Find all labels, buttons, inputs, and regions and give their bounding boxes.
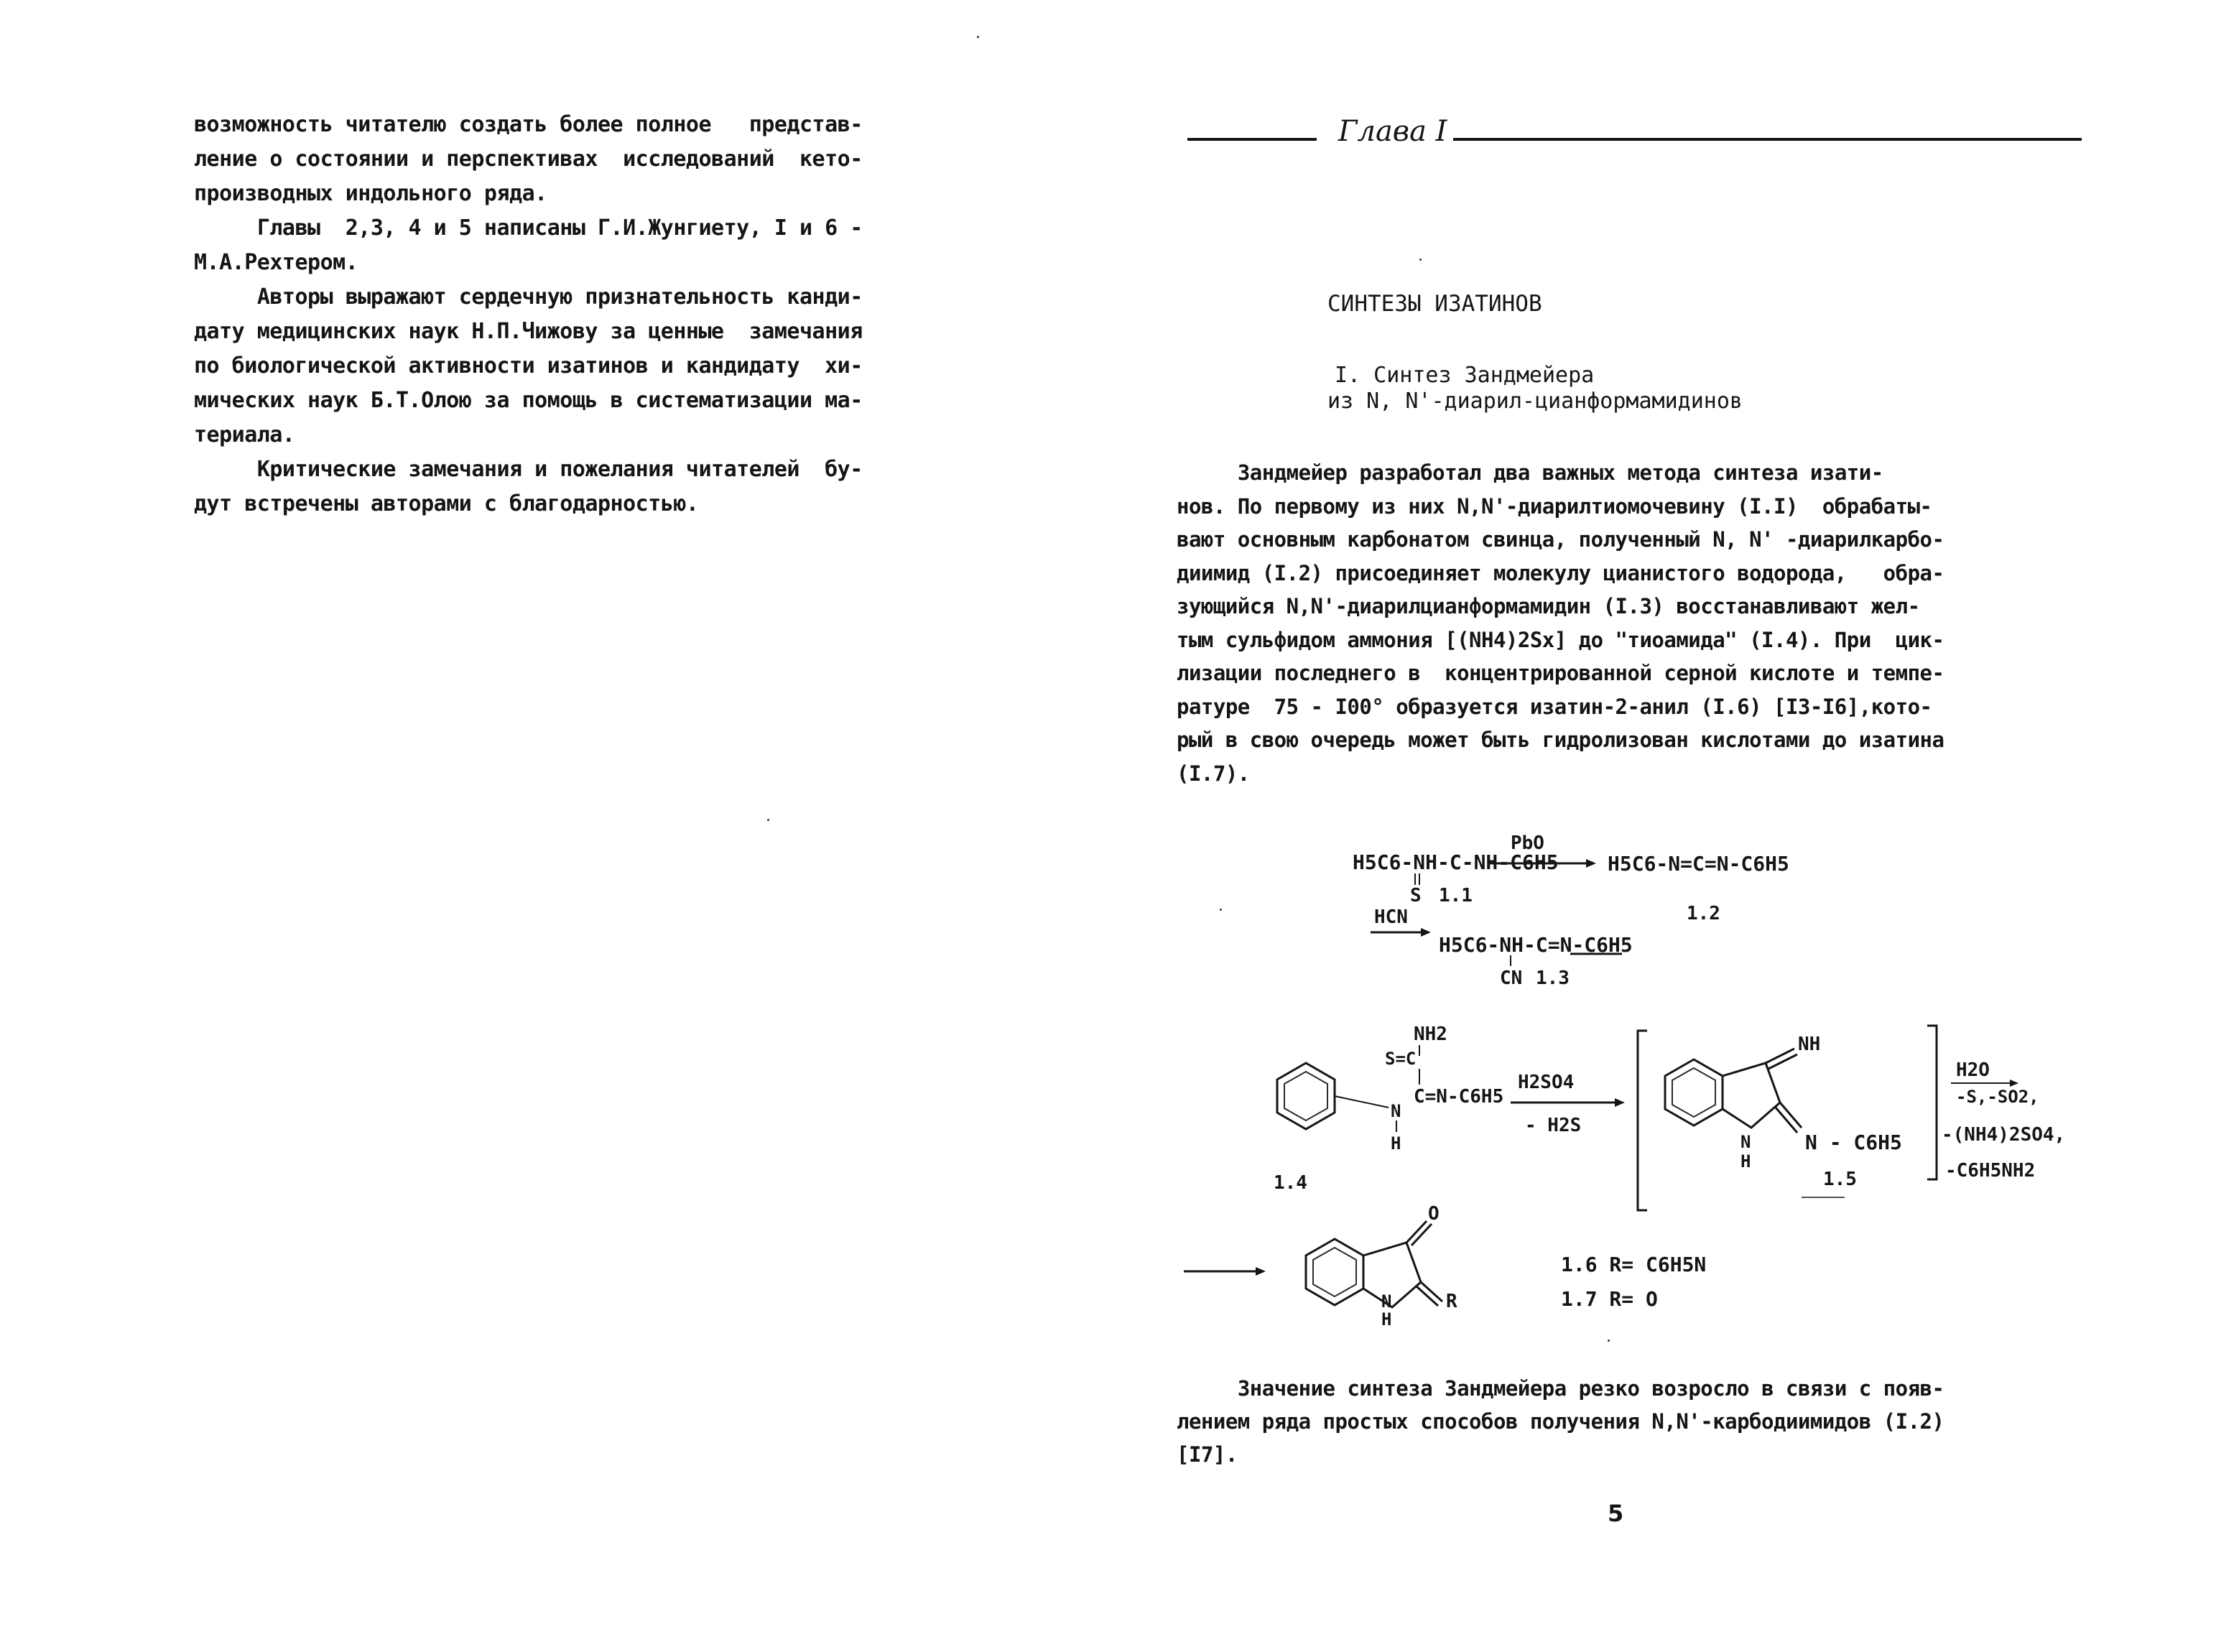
right-paragraph-1: Зандмейер разработал два важных метода синтеза изати- нов. По первому из них N,N'-диарилтиомочевину (I.I) обрабаты- вают основным карбонатом свинца, полученный N, N' -диарилкарбо- диимид (I.2) присоединяет молекулу цианистого водорода, обра- зующийся N,N'-диарилцианформамидин (I.3) восстанавливают жел- тым сульфидом аммония [(NH4)2Sx] до "тиоамида" (I.4). При цик- лизации последнего в концентрированной серной кислоте и темпе- ратуре 75 - I00° образуется изатин-2-анил (I.6) [I3-I6],кото- рый в свою очередь может быть гидролизован кислотами до изатина (I.7).	[1177, 460, 1944, 786]
reagent-h2o: H2O	[1956, 1059, 1990, 1081]
byproduct-ammonium-sulfate: -(NH4)2SO4,	[1942, 1124, 2066, 1146]
legend-1-6: 1.6 R= C6H5N	[1561, 1253, 1707, 1276]
isatin-o: O	[1428, 1203, 1440, 1225]
compound-1-3: H5C6-NH-C=N-C6H5	[1439, 933, 1633, 957]
compound-1-4-h: H	[1391, 1133, 1401, 1154]
subsection-heading	[1327, 363, 1743, 414]
chapter-title: Глава I	[1338, 115, 1447, 148]
benzene-ring-isatin	[1306, 1239, 1363, 1305]
benzene-ring-1-4	[1277, 1063, 1335, 1129]
left-paragraph-1: возможность читателю создать более полное представ- ление о состоянии и перспективах исследований кето- производных индольного ряда.	[194, 112, 863, 206]
subsection-line-1: I. Синтез Зандмейера	[1335, 363, 1595, 388]
compound-1-2: H5C6-N=C=N-C6H5	[1608, 852, 1789, 876]
compound-1-4-s: S=C	[1385, 1049, 1417, 1069]
reagent-h2so4: H2SO4	[1518, 1072, 1575, 1093]
byproduct-aniline: -C6H5NH2	[1945, 1160, 2036, 1182]
left-page	[0, 0, 1119, 1652]
legend-1-7: 1.7 R= O	[1561, 1287, 1658, 1311]
left-paragraph-3: Авторы выражают сердечную признательность канди- дату медицинских наук Н.П.Чижову за ценные замечания по биологической активности изатинов и кандидату хи- мических наук Б.Т.Олою за помощь в систематизации ма- териала.	[194, 284, 863, 447]
isatin-h: H	[1381, 1309, 1392, 1329]
compound-1-3-cn: CN	[1500, 967, 1523, 989]
label-1-3: 1.3	[1536, 967, 1570, 989]
label-1-2: 1.2	[1687, 903, 1720, 924]
page-number: 5	[1608, 1500, 1624, 1527]
header-rule-right	[1453, 138, 2082, 141]
compound-1-1-s: S	[1410, 885, 1422, 906]
reagent-pbo: PbO	[1511, 832, 1544, 854]
byproduct-s-so2: -S,-SO2,	[1956, 1087, 2039, 1107]
reaction-scheme	[1119, 812, 2239, 1329]
benzene-ring-1-5	[1665, 1059, 1723, 1126]
compound-1-5-n: N	[1740, 1132, 1751, 1152]
subsection-line-2: из N, N'-диарил-цианформамидинов	[1327, 389, 1743, 414]
section-title: СИНТЕЗЫ ИЗАТИНОВ	[1327, 291, 1542, 317]
chapter-header	[1187, 115, 2082, 158]
reagent-hcn: HCN	[1374, 906, 1408, 928]
left-paragraph-2: Главы 2,3, 4 и 5 написаны Г.И.Жунгиету, I и 6 - М.А.Рехтером.	[194, 215, 863, 275]
compound-1-4-nh2: NH2	[1414, 1024, 1447, 1045]
isatin-n: N	[1381, 1291, 1392, 1312]
compound-1-5-nh: NH	[1798, 1034, 1821, 1055]
compound-1-5-h: H	[1740, 1151, 1751, 1171]
reagent-minus-h2s: - H2S	[1525, 1115, 1582, 1136]
compound-1-4-chain: C=N-C6H5	[1414, 1086, 1504, 1108]
label-1-4: 1.4	[1274, 1172, 1307, 1194]
left-paragraph-4: Критические замечания и пожелания читателей бу- дут встречены авторами с благодарностью.	[194, 457, 863, 516]
right-paragraph-2: Значение синтеза Зандмейера резко возросло в связи с появ- лением ряда простых способов получения N,N'-карбодиимидов (I.2) [I7].	[1177, 1376, 1944, 1467]
isatin-r: R	[1446, 1291, 1457, 1312]
right-page	[1119, 0, 2239, 1652]
compound-1-5-chain: N - C6H5	[1805, 1131, 1902, 1154]
label-1-1: 1.1	[1439, 885, 1473, 906]
label-1-5: 1.5	[1823, 1169, 1857, 1190]
compound-1-4-n: N	[1391, 1101, 1401, 1121]
header-rule-left	[1187, 138, 1317, 141]
compound-1-1: H5C6-NH-C-NH-C6H5	[1353, 850, 1559, 874]
